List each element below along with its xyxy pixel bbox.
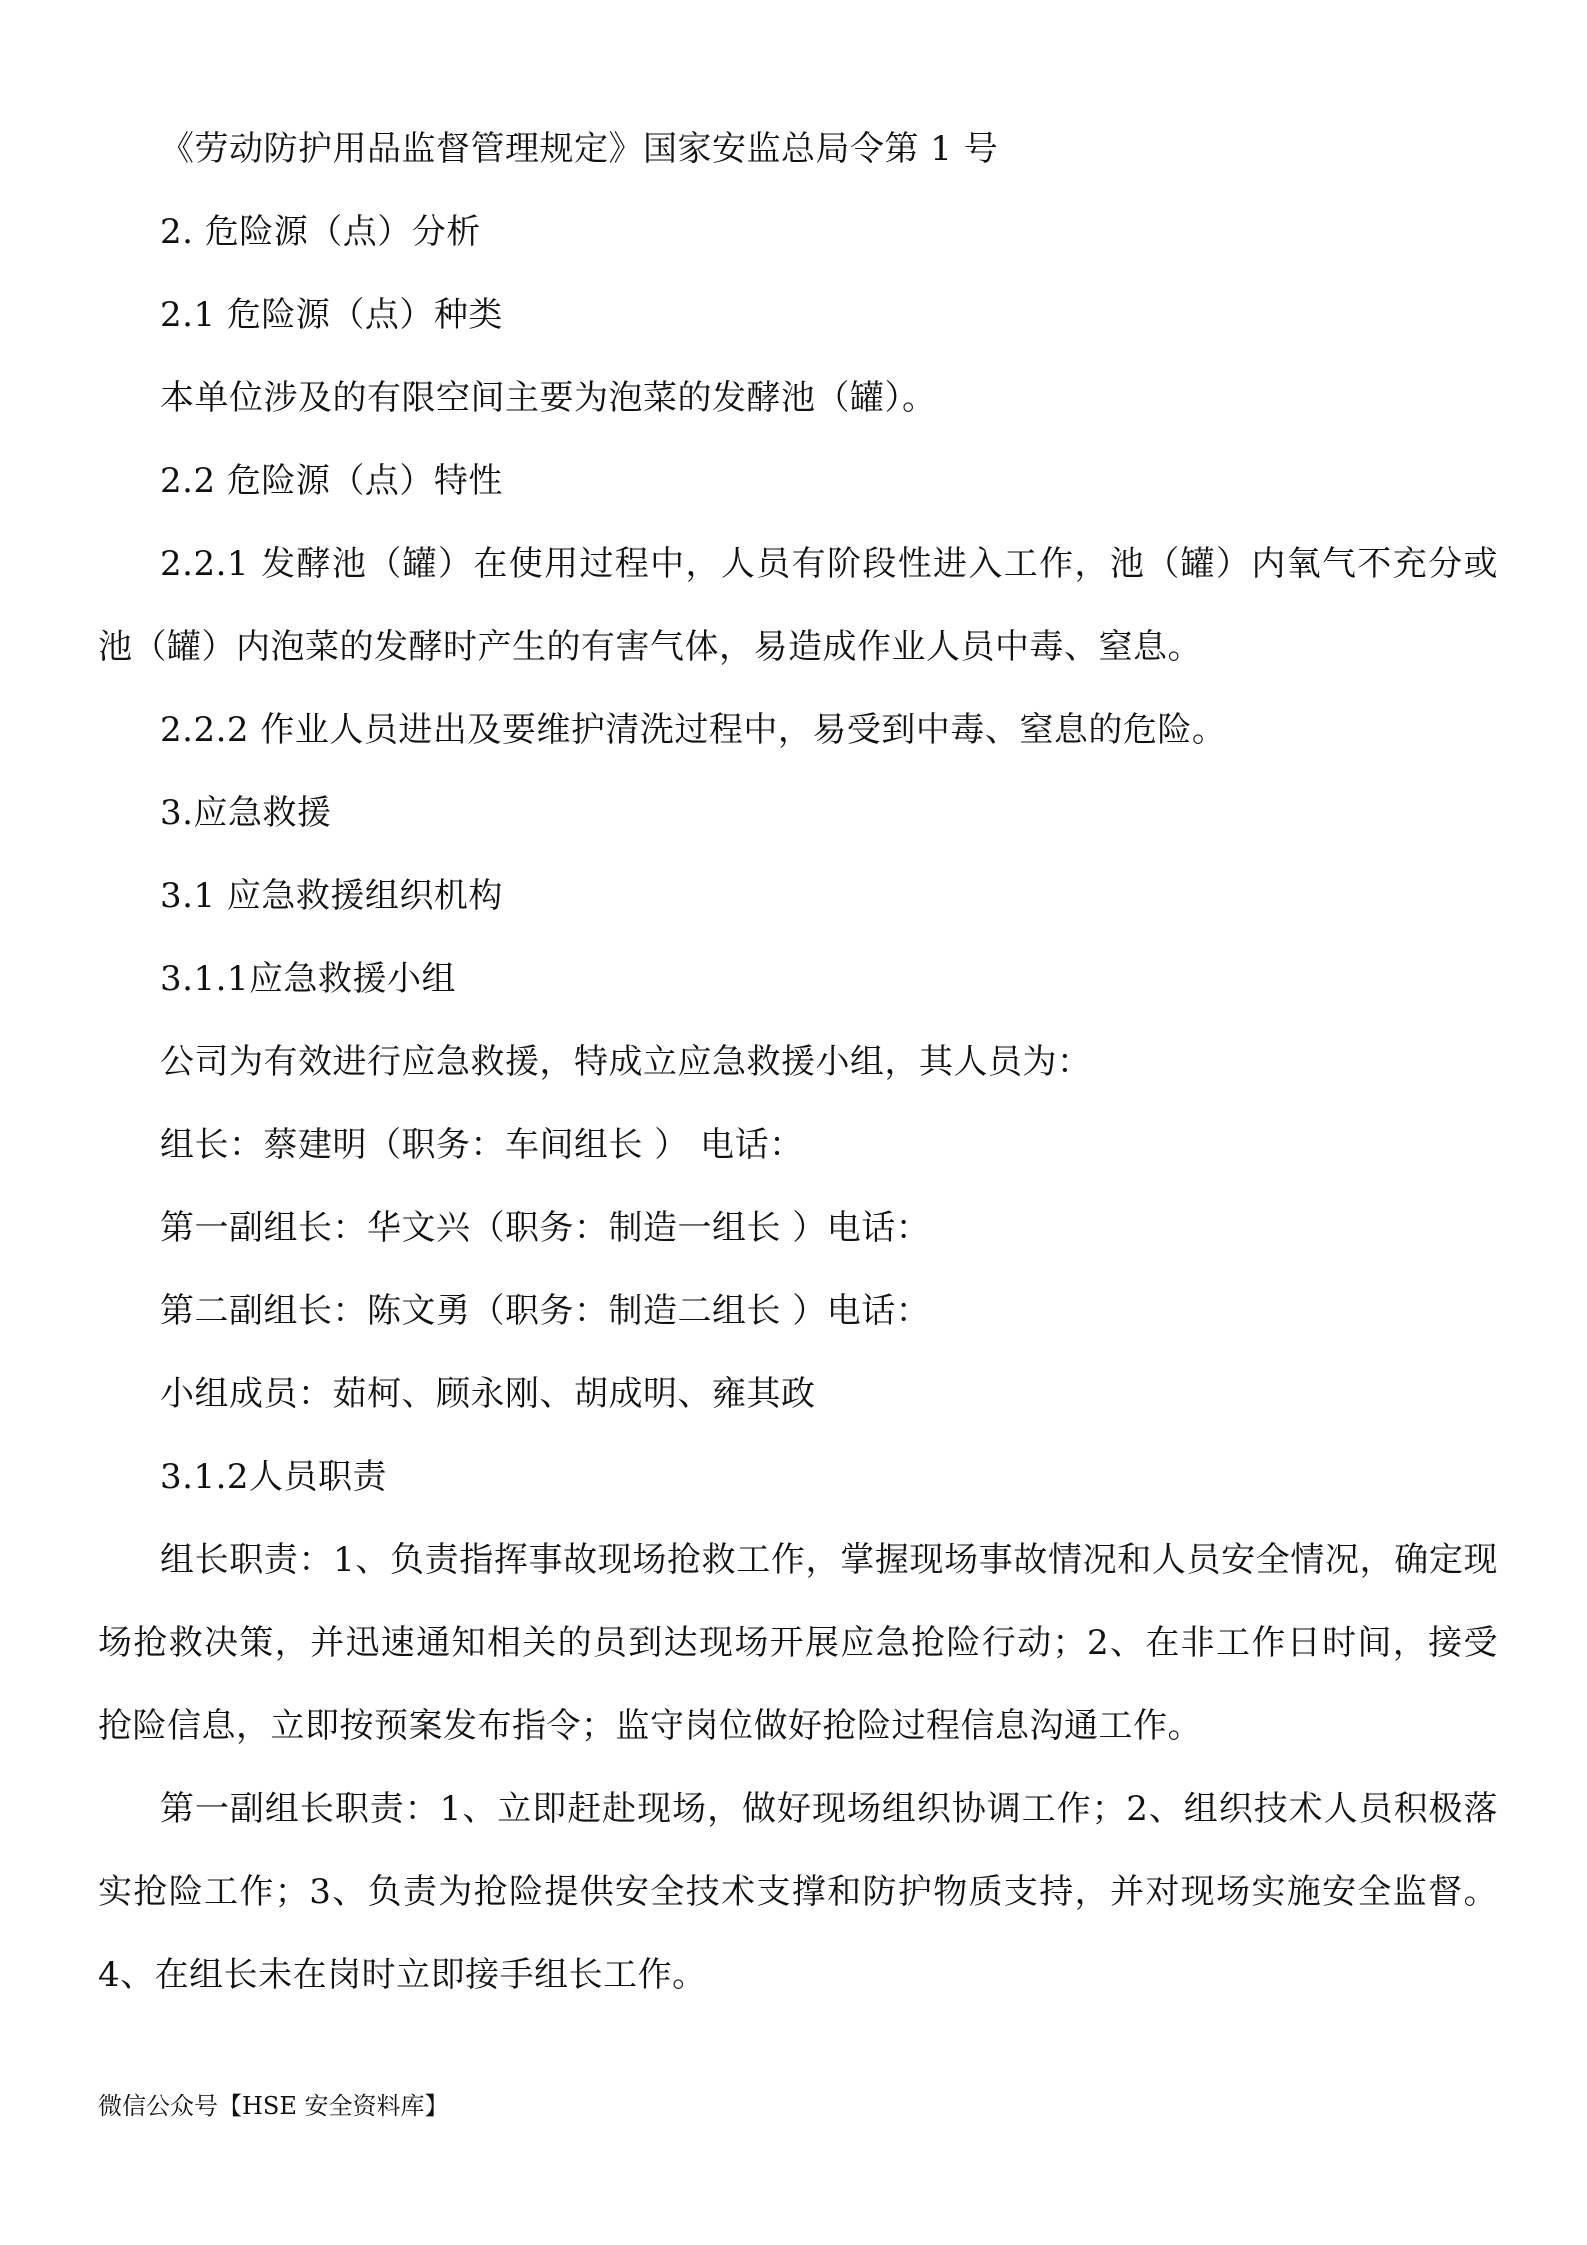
- first-deputy-line: 第一副组长：华文兴（职务：制造一组长 ）电话：: [160, 1208, 931, 1248]
- paragraph-regulation-reference: 《劳动防护用品监督管理规定》国家安监总局令第 1 号: [160, 129, 999, 169]
- paragraph-hazard-2-2-2: 2.2.2 作业人员进出及要维护清洗过程中，易受到中毒、窒息的危险。: [160, 710, 1227, 750]
- heading-hazard-characteristics: 2.2 危险源（点）特性: [160, 461, 503, 501]
- paragraph-first-deputy-duties: 第一副组长职责：1、立即赶赴现场，做好现场组织协调工作；2、组织技术人员积极落实抢险工作；3、负责为抢险提供安全技术支撑和防护物质支持，并对现场实施安全监督。4、在组长未在岗时立即接手组长工作。: [98, 1789, 1498, 1995]
- paragraph-hazard-types: 本单位涉及的有限空间主要为泡菜的发酵池（罐）。: [160, 378, 937, 418]
- heading-hazard-analysis: 2. 危险源（点）分析: [160, 212, 481, 252]
- heading-hazard-types: 2.1 危险源（点）种类: [160, 295, 503, 335]
- heading-rescue-team: 3.1.1应急救援小组: [160, 959, 457, 999]
- paragraph-hazard-2-2-1: 2.2.1 发酵池（罐）在使用过程中，人员有阶段性进入工作，池（罐）内氧气不充分或池（罐）内泡菜的发酵时产生的有害气体，易造成作业人员中毒、窒息。: [98, 544, 1498, 667]
- second-deputy-line: 第二副组长：陈文勇（职务：制造二组长 ）电话：: [160, 1291, 931, 1331]
- footer-source: 微信公众号【HSE 安全资料库】: [98, 2092, 449, 2120]
- paragraph-leader-duties: 组长职责：1、负责指挥事故现场抢救工作，掌握现场事故情况和人员安全情况，确定现场抢救决策，并迅速通知相关的员到达现场开展应急抢险行动；2、在非工作日时间，接受抢险信息，立即按预案发布指令；监守岗位做好抢险过程信息沟通工作。: [98, 1540, 1498, 1746]
- team-leader-line: 组长：蔡建明（职务：车间组长 ） 电话：: [160, 1125, 804, 1165]
- team-members-line: 小组成员：茹柯、顾永刚、胡成明、雍其政: [160, 1374, 816, 1414]
- paragraph-team-intro: 公司为有效进行应急救援，特成立应急救援小组，其人员为：: [160, 1042, 1092, 1082]
- heading-personnel-duties: 3.1.2人员职责: [160, 1457, 388, 1497]
- heading-rescue-organization: 3.1 应急救援组织机构: [160, 876, 503, 916]
- heading-emergency-rescue: 3.应急救援: [160, 793, 332, 833]
- document-body: [98, 108, 1498, 2017]
